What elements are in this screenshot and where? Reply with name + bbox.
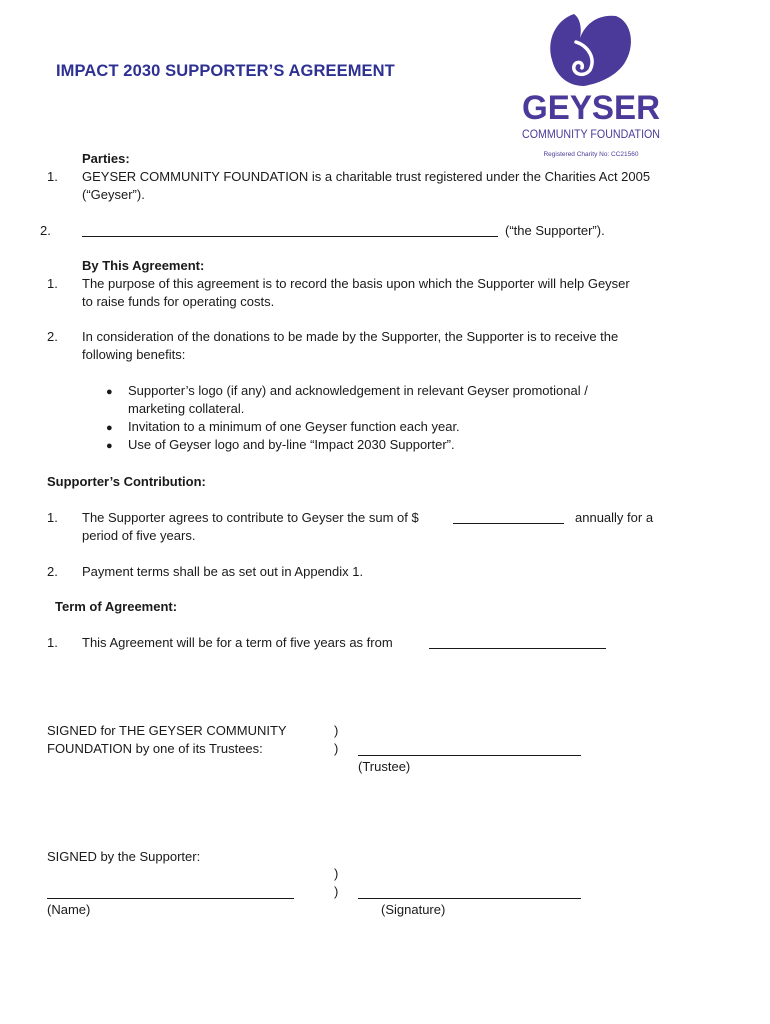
contribution-amount-blank[interactable] bbox=[453, 523, 564, 524]
signature-bracket: ) bbox=[334, 884, 339, 899]
contribution-item-1-suffix: annually for a bbox=[575, 510, 654, 525]
contribution-heading: Supporter’s Contribution: bbox=[47, 474, 206, 489]
parties-item-1-text: GEYSER COMMUNITY FOUNDATION is a charitable trust registered under the Charities Act 2005 bbox=[82, 169, 651, 184]
supporter-name-blank[interactable] bbox=[82, 236, 498, 237]
document-title: IMPACT 2030 SUPPORTER’S AGREEMENT bbox=[56, 62, 395, 80]
geyser-logo bbox=[518, 12, 664, 160]
signature-bracket: ) bbox=[334, 723, 339, 738]
benefit-item-1: Supporter’s logo (if any) and acknowledgement in relevant Geyser promotional / bbox=[128, 383, 588, 398]
agreement-item-1-number: 1. bbox=[47, 276, 58, 291]
supporter-signature-line[interactable] bbox=[358, 898, 581, 899]
foundation-signing-text: SIGNED for THE GEYSER COMMUNITY bbox=[47, 723, 287, 738]
agreement-item-1-text: The purpose of this agreement is to record the basis upon which the Supporter will help Geyser bbox=[82, 276, 630, 291]
supporter-signing-text: SIGNED by the Supporter: bbox=[47, 849, 201, 864]
parties-item-2-number: 2. bbox=[40, 223, 51, 238]
logo-charity-number: Registered Charity No: CC21560 bbox=[543, 151, 639, 158]
contribution-item-2-text: Payment terms shall be as set out in Appendix 1. bbox=[82, 564, 364, 579]
signature-bracket: ) bbox=[334, 741, 339, 756]
parties-heading: Parties: bbox=[82, 151, 130, 166]
geyser-flame-icon bbox=[550, 14, 631, 86]
benefit-item-3: Use of Geyser logo and by-line “Impact 2030 Supporter”. bbox=[128, 437, 455, 452]
bullet-icon: ● bbox=[106, 440, 113, 452]
contribution-item-2-number: 2. bbox=[47, 564, 58, 579]
signature-label: (Signature) bbox=[381, 902, 446, 917]
parties-item-1-number: 1. bbox=[47, 169, 58, 184]
contribution-item-1-text-cont: period of five years. bbox=[82, 528, 196, 543]
agreement-item-1-text-cont: to raise funds for operating costs. bbox=[82, 294, 275, 309]
agreement-item-2-text-cont: following benefits: bbox=[82, 347, 186, 362]
term-item-1-text: This Agreement will be for a term of five years as from bbox=[82, 635, 393, 650]
trustee-label: (Trustee) bbox=[358, 759, 411, 774]
contribution-item-1-number: 1. bbox=[47, 510, 58, 525]
bullet-icon: ● bbox=[106, 386, 113, 398]
signature-bracket: ) bbox=[334, 866, 339, 881]
agreement-heading: By This Agreement: bbox=[82, 258, 205, 273]
supporter-name-line[interactable] bbox=[47, 898, 294, 899]
benefit-item-2: Invitation to a minimum of one Geyser function each year. bbox=[128, 419, 460, 434]
parties-item-1-text-cont: (“Geyser”). bbox=[82, 187, 145, 202]
benefit-item-1-cont: marketing collateral. bbox=[128, 401, 245, 416]
term-heading: Term of Agreement: bbox=[55, 599, 178, 614]
name-label: (Name) bbox=[47, 902, 91, 917]
bullet-icon: ● bbox=[106, 422, 113, 434]
logo-subtitle: COMMUNITY FOUNDATION bbox=[522, 129, 660, 141]
contribution-item-1-text: The Supporter agrees to contribute to Geyser the sum of $ bbox=[82, 510, 419, 525]
term-item-1-number: 1. bbox=[47, 635, 58, 650]
agreement-item-2-text: In consideration of the donations to be made by the Supporter, the Supporter is to receive the bbox=[82, 329, 619, 344]
foundation-signing-text-cont: FOUNDATION by one of its Trustees: bbox=[47, 741, 263, 756]
agreement-item-2-number: 2. bbox=[47, 329, 58, 344]
logo-wordmark: GEYSER bbox=[522, 89, 660, 127]
term-start-date-blank[interactable] bbox=[429, 648, 606, 649]
trustee-signature-line[interactable] bbox=[358, 755, 581, 756]
parties-item-2-suffix: (“the Supporter”). bbox=[505, 223, 605, 238]
